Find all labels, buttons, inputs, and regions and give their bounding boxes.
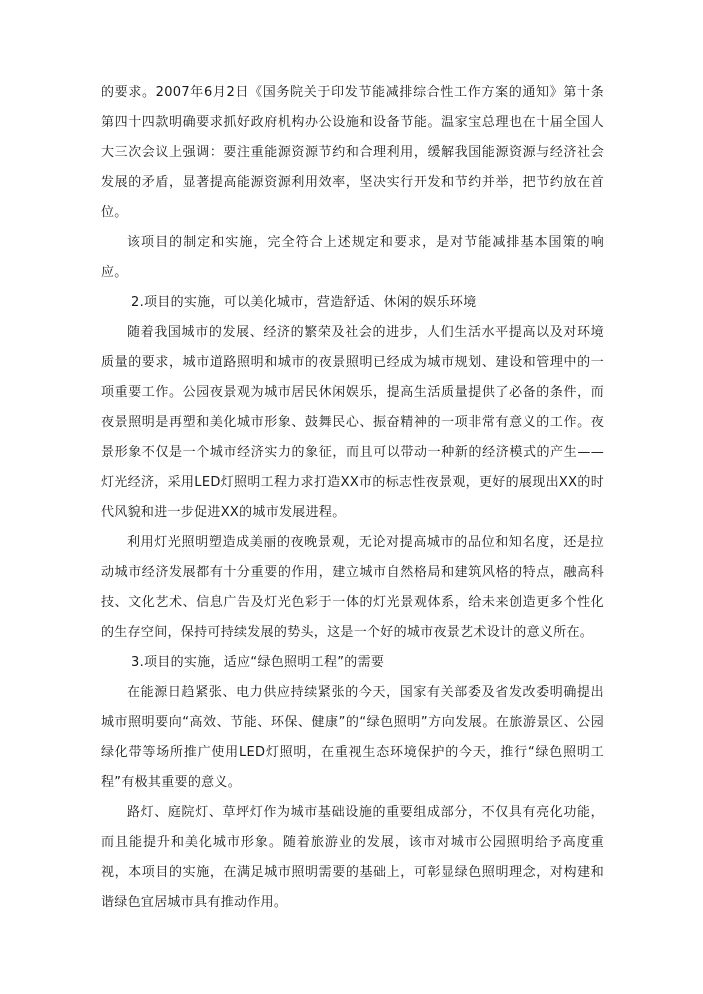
paragraph-compliance: 该项目的制定和实施，完全符合上述规定和要求，是对节能减排基本国策的响应。 — [101, 235, 604, 280]
section-heading-3: 3.项目的实施，适应“绿色照明工程”的需要 — [131, 655, 385, 670]
paragraph-city-development: 随着我国城市的发展、经济的繁荣及社会的进步，人们生活水平提高以及对环境质量的要求，城市道路照明和城市的夜景照明已经成为城市规划、建设和管理中的一项重要工作。公园夜景观为城市居民休闲娱乐，提高生活质量提供了必备的条件，而夜景照明是再塑和美化城市形象、鼓舞民心、振奋精神的一项非常有意义的工作。夜景形象不仅是一个城市经济实力的象征，而且可以带动一种新的经济模式的产生——灯光经济，采用LED灯照明工程力求打造XX市的标志性夜景观，更好的展现出XX的时代风貌和进一步促进XX的城市发展进程。 — [101, 325, 604, 520]
paragraph-lighting-landscape: 利用灯光照明塑造成美丽的夜晚景观，无论对提高城市的品位和知名度，还是拉动城市经济发展都有十分重要的作用，建立城市自然格局和建筑风格的特点，融高科技、文化艺术、信息广告及灯光色彩于一体的灯光景观体系，给未来创造更多个性化的生存空间，保持可持续发展的势头，这是一个好的城市夜景艺术设计的意义所在。 — [101, 535, 604, 640]
paragraph-continuation: 的要求。2007年6月2日《国务院关于印发节能减排综合性工作方案的通知》第十条第四十四款明确要求抓好政府机构办公设施和设备节能。温家宝总理也在十届全国人大三次会议上强调：要注重能源资源节约和合理利用，缓解我国能源资源与经济社会发展的矛盾，显著提高能源资源利用效率，坚决实行开发和节约并举，把节约放在首位。 — [101, 85, 604, 220]
paragraph-street-lamps: 路灯、庭院灯、草坪灯作为城市基础设施的重要组成部分，不仅具有亮化功能，而且能提升和美化城市形象。随着旅游业的发展，该市对城市公园照明给予高度重视，本项目的实施，在满足城市照明需要的基础上，可彰显绿色照明理念，对构建和谐绿色宜居城市具有推动作用。 — [101, 805, 604, 910]
paragraph-green-lighting: 在能源日趋紧张、电力供应持续紧张的今天，国家有关部委及省发改委明确提出城市照明要向“高效、节能、环保、健康”的“绿色照明”方向发展。在旅游景区、公园绿化带等场所推广使用LED灯照明，在重视生态环境保护的今天，推行“绿色照明工程”有极其重要的意义。 — [101, 685, 604, 790]
document-body — [101, 78, 604, 918]
section-heading-2: 2.项目的实施，可以美化城市，营造舒适、休闲的娱乐环境 — [131, 295, 477, 310]
